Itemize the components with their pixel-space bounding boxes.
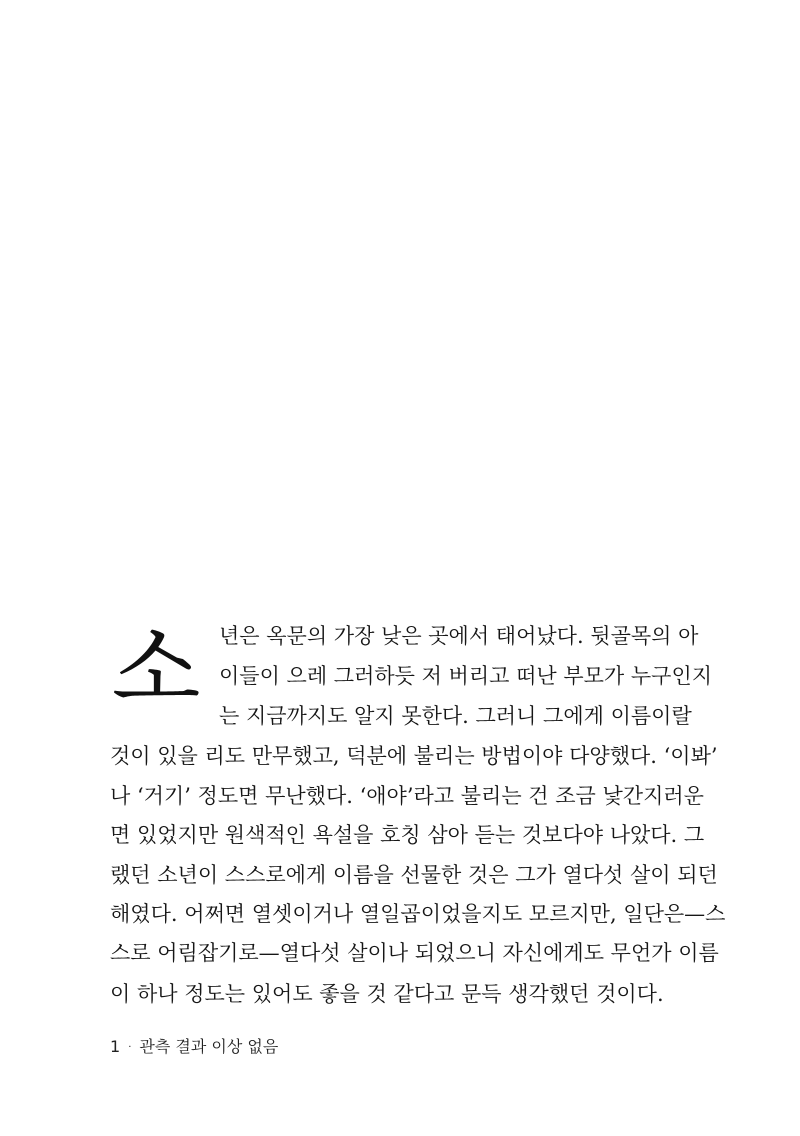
body-text-line: 스로 어림잡기로—열다섯 살이나 되었으니 자신에게도 무언가 이름: [110, 941, 719, 965]
page-number: 1: [110, 1037, 121, 1056]
footer-separator: ·: [128, 1041, 132, 1053]
body-text-line: 이들이 으레 그러하듯 저 버리고 떠난 부모가 누구인지: [219, 664, 713, 688]
body-text-line: 나 ‘거기’ 정도면 무난했다. ‘애야’라고 불리는 건 조금 낯간지러운: [110, 784, 704, 808]
page-footer: [110, 1037, 278, 1058]
body-text-line: 년은 옥문의 가장 낮은 곳에서 태어났다. 뒷골목의 아: [219, 624, 699, 648]
drop-cap: 소: [111, 616, 201, 723]
body-text-line: 이 하나 정도는 있어도 좋을 것 같다고 문득 생각했던 것이다.: [110, 982, 664, 1006]
body-text-line: 해였다. 어쩌면 열셋이거나 열일곱이었을지도 모르지만, 일단은—스: [110, 902, 726, 926]
body-text-line: 면 있었지만 원색적인 욕설을 호칭 삼아 듣는 것보다야 나았다. 그: [110, 823, 705, 847]
body-text-line: 는 지금까지도 알지 못한다. 그러니 그에게 이름이랄: [219, 704, 692, 728]
body-text-line: 랬던 소년이 스스로에게 이름을 선물한 것은 그가 열다섯 살이 되던: [110, 863, 718, 887]
chapter-title: 관측 결과 이상 없음: [139, 1037, 279, 1056]
body-text-line: 것이 있을 리도 만무했고, 덕분에 불리는 방법이야 다양했다. ‘이봐’: [110, 744, 718, 768]
